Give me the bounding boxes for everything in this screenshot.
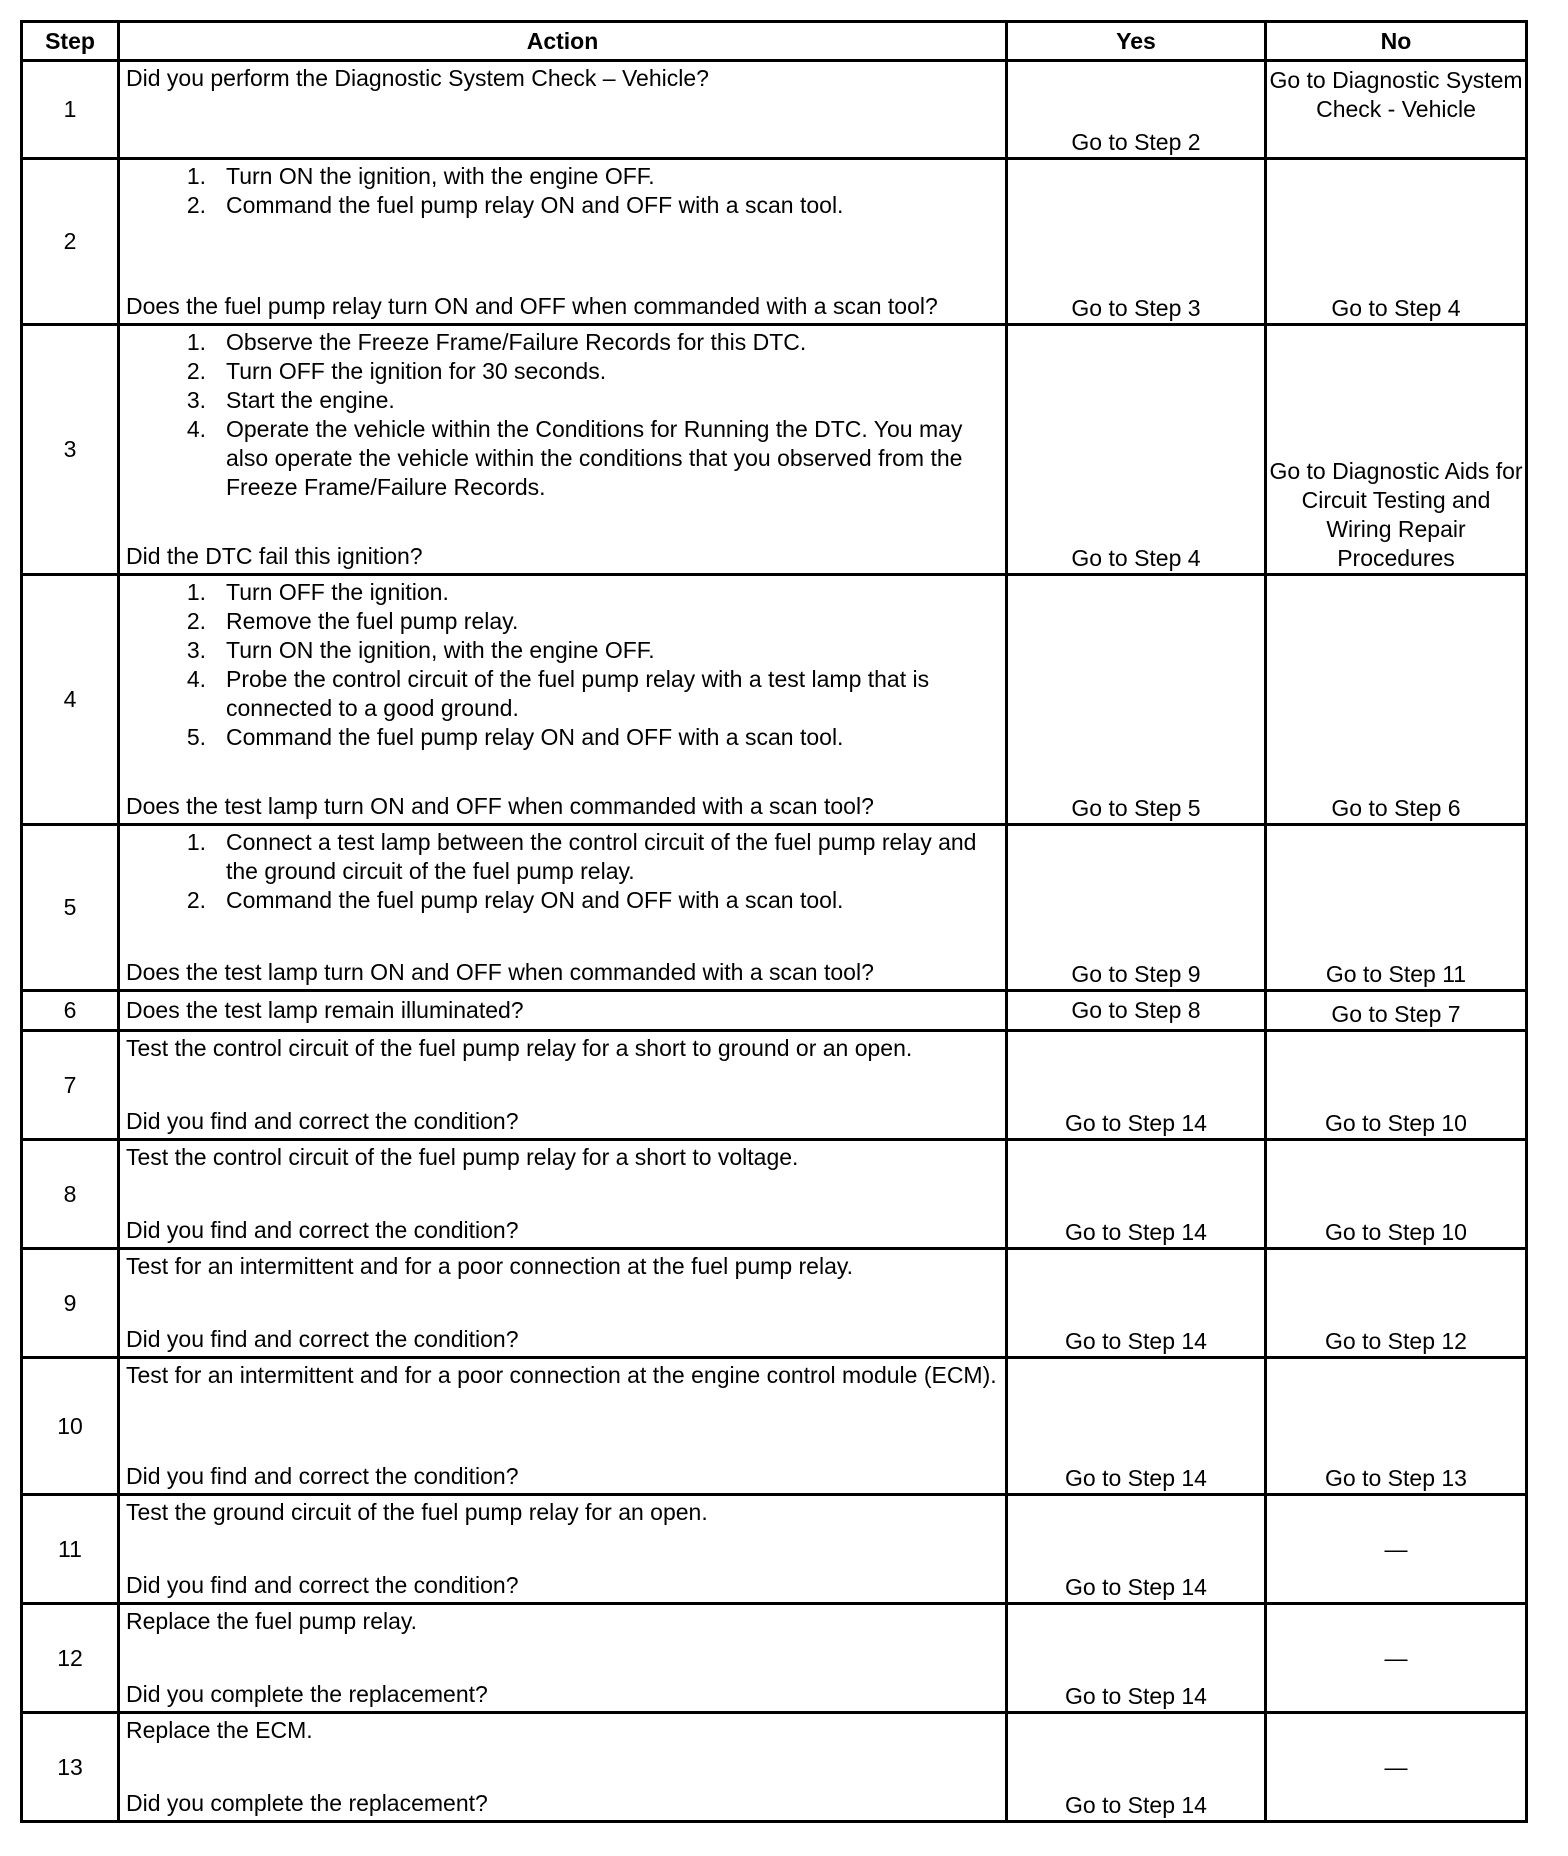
- no-outcome: Go to Step 10: [1266, 1031, 1527, 1140]
- action-steps-list: [126, 828, 999, 915]
- table-row: [22, 61, 1527, 159]
- yes-outcome: Go to Step 2: [1007, 61, 1266, 159]
- action-step-number: 5.: [186, 724, 206, 750]
- action-question: Did you perform the Diagnostic System Check – Vehicle?: [126, 65, 709, 91]
- no-outcome: Go to Step 10: [1266, 1140, 1527, 1249]
- action-step-number: 2.: [186, 887, 206, 913]
- action-step-item: [126, 723, 999, 752]
- table-row: [22, 1358, 1527, 1495]
- yes-outcome: Go to Step 4: [1007, 325, 1266, 575]
- action-cell: [119, 1031, 1007, 1140]
- action-step-number: 1.: [186, 579, 206, 605]
- action-question: Did you complete the replacement?: [126, 1681, 488, 1707]
- table-row: [22, 575, 1527, 825]
- action-step-item: [126, 828, 999, 886]
- step-number: 4: [22, 575, 119, 825]
- action-step-item: [126, 386, 999, 415]
- action-step-text: Observe the Freeze Frame/Failure Records for this DTC.: [226, 329, 807, 355]
- header-row: [22, 22, 1527, 61]
- yes-outcome: Go to Step 14: [1007, 1358, 1266, 1495]
- no-outcome: Go to Diagnostic System Check - Vehicle: [1266, 61, 1527, 159]
- action-step-item: [126, 162, 999, 191]
- action-step-number: 4.: [186, 666, 206, 692]
- yes-outcome: Go to Step 14: [1007, 1140, 1266, 1249]
- action-step-item: [126, 665, 999, 723]
- no-outcome: —: [1266, 1495, 1527, 1604]
- action-instruction: Test for an intermittent and for a poor connection at the engine control module (ECM).: [126, 1362, 997, 1388]
- action-cell: [119, 1495, 1007, 1604]
- action-step-text: Command the fuel pump relay ON and OFF with a scan tool.: [226, 887, 844, 913]
- table-row: [22, 1031, 1527, 1140]
- action-instruction: Replace the ECM.: [126, 1717, 313, 1743]
- action-cell: [119, 991, 1007, 1031]
- action-cell: [119, 1358, 1007, 1495]
- action-step-item: [126, 607, 999, 636]
- action-step-number: 2.: [186, 358, 206, 384]
- no-outcome: Go to Diagnostic Aids for Circuit Testing and Wiring Repair Procedures: [1266, 325, 1527, 575]
- step-number: 1: [22, 61, 119, 159]
- action-question: Does the test lamp turn ON and OFF when commanded with a scan tool?: [126, 793, 874, 819]
- header-step: Step: [22, 22, 119, 61]
- no-outcome: Go to Step 11: [1266, 825, 1527, 991]
- action-question: Did the DTC fail this ignition?: [126, 543, 423, 569]
- action-step-text: Connect a test lamp between the control circuit of the fuel pump relay and the ground circuit of the fuel pump relay.: [226, 829, 977, 884]
- action-step-text: Start the engine.: [226, 387, 395, 413]
- action-step-number: 3.: [186, 637, 206, 663]
- table-row: [22, 1249, 1527, 1358]
- action-step-number: 1.: [186, 329, 206, 355]
- action-question: Does the fuel pump relay turn ON and OFF when commanded with a scan tool?: [126, 293, 938, 319]
- step-number: 5: [22, 825, 119, 991]
- yes-outcome: Go to Step 9: [1007, 825, 1266, 991]
- action-question: Did you find and correct the condition?: [126, 1572, 519, 1598]
- action-steps-list: [126, 578, 999, 752]
- step-number: 3: [22, 325, 119, 575]
- header-no: No: [1266, 22, 1527, 61]
- no-outcome: Go to Step 6: [1266, 575, 1527, 825]
- action-cell: [119, 1604, 1007, 1713]
- yes-outcome: Go to Step 14: [1007, 1604, 1266, 1713]
- action-steps-list: [126, 328, 999, 502]
- action-cell: [119, 825, 1007, 991]
- action-steps-list: [126, 162, 999, 220]
- action-step-text: Turn ON the ignition, with the engine OFF.: [226, 637, 655, 663]
- action-cell: [119, 61, 1007, 159]
- action-cell: [119, 575, 1007, 825]
- step-number: 12: [22, 1604, 119, 1713]
- header-action: Action: [119, 22, 1007, 61]
- action-step-number: 1.: [186, 829, 206, 855]
- action-step-item: [126, 415, 999, 502]
- action-step-number: 2.: [186, 192, 206, 218]
- action-instruction: Test the control circuit of the fuel pump relay for a short to voltage.: [126, 1144, 799, 1170]
- table-row: [22, 325, 1527, 575]
- step-number: 8: [22, 1140, 119, 1249]
- action-step-item: [126, 578, 999, 607]
- table-row: [22, 1140, 1527, 1249]
- action-step-number: 3.: [186, 387, 206, 413]
- no-outcome: Go to Step 7: [1266, 991, 1527, 1031]
- action-step-text: Turn OFF the ignition for 30 seconds.: [226, 358, 607, 384]
- action-step-text: Remove the fuel pump relay.: [226, 608, 519, 634]
- no-outcome: Go to Step 13: [1266, 1358, 1527, 1495]
- no-outcome: Go to Step 4: [1266, 159, 1527, 325]
- step-number: 10: [22, 1358, 119, 1495]
- action-cell: [119, 159, 1007, 325]
- no-outcome: —: [1266, 1604, 1527, 1713]
- action-step-item: [126, 357, 999, 386]
- action-question: Does the test lamp remain illuminated?: [126, 997, 524, 1023]
- action-cell: [119, 325, 1007, 575]
- action-instruction: Test for an intermittent and for a poor connection at the fuel pump relay.: [126, 1253, 854, 1279]
- action-step-text: Command the fuel pump relay ON and OFF with a scan tool.: [226, 192, 844, 218]
- action-step-text: Turn ON the ignition, with the engine OFF.: [226, 163, 655, 189]
- step-number: 13: [22, 1713, 119, 1822]
- action-cell: [119, 1140, 1007, 1249]
- header-yes: Yes: [1007, 22, 1266, 61]
- table-row: [22, 991, 1527, 1031]
- table-row: [22, 825, 1527, 991]
- step-number: 9: [22, 1249, 119, 1358]
- action-step-text: Probe the control circuit of the fuel pump relay with a test lamp that is connected to a good ground.: [226, 666, 930, 721]
- action-step-item: [126, 191, 999, 220]
- diagnostic-table: [20, 20, 1528, 1823]
- table-row: [22, 1604, 1527, 1713]
- action-instruction: Replace the fuel pump relay.: [126, 1608, 418, 1634]
- table-row: [22, 1495, 1527, 1604]
- action-cell: [119, 1713, 1007, 1822]
- action-question: Did you complete the replacement?: [126, 1790, 488, 1816]
- step-number: 6: [22, 991, 119, 1031]
- action-step-number: 2.: [186, 608, 206, 634]
- yes-outcome: Go to Step 14: [1007, 1031, 1266, 1140]
- action-instruction: Test the ground circuit of the fuel pump relay for an open.: [126, 1499, 708, 1525]
- action-question: Did you find and correct the condition?: [126, 1217, 519, 1243]
- no-outcome: —: [1266, 1713, 1527, 1822]
- table-row: [22, 1713, 1527, 1822]
- action-step-item: [126, 636, 999, 665]
- action-question: Did you find and correct the condition?: [126, 1463, 519, 1489]
- action-question: Did you find and correct the condition?: [126, 1108, 519, 1134]
- step-number: 2: [22, 159, 119, 325]
- action-step-item: [126, 328, 999, 357]
- action-step-number: 4.: [186, 416, 206, 442]
- action-cell: [119, 1249, 1007, 1358]
- step-number: 7: [22, 1031, 119, 1140]
- yes-outcome: Go to Step 14: [1007, 1249, 1266, 1358]
- yes-outcome: Go to Step 14: [1007, 1713, 1266, 1822]
- yes-outcome: Go to Step 3: [1007, 159, 1266, 325]
- action-step-text: Operate the vehicle within the Conditions for Running the DTC. You may also operate the vehicle within the conditions that you observed from the Freeze Frame/Failure Records.: [226, 416, 963, 500]
- action-instruction: Test the control circuit of the fuel pump relay for a short to ground or an open.: [126, 1035, 913, 1061]
- action-step-text: Turn OFF the ignition.: [226, 579, 449, 605]
- action-step-text: Command the fuel pump relay ON and OFF with a scan tool.: [226, 724, 844, 750]
- table-row: [22, 159, 1527, 325]
- yes-outcome: Go to Step 8: [1007, 991, 1266, 1031]
- action-question: Did you find and correct the condition?: [126, 1326, 519, 1352]
- no-outcome: Go to Step 12: [1266, 1249, 1527, 1358]
- action-step-number: 1.: [186, 163, 206, 189]
- yes-outcome: Go to Step 5: [1007, 575, 1266, 825]
- step-number: 11: [22, 1495, 119, 1604]
- action-step-item: [126, 886, 999, 915]
- yes-outcome: Go to Step 14: [1007, 1495, 1266, 1604]
- action-question: Does the test lamp turn ON and OFF when commanded with a scan tool?: [126, 959, 874, 985]
